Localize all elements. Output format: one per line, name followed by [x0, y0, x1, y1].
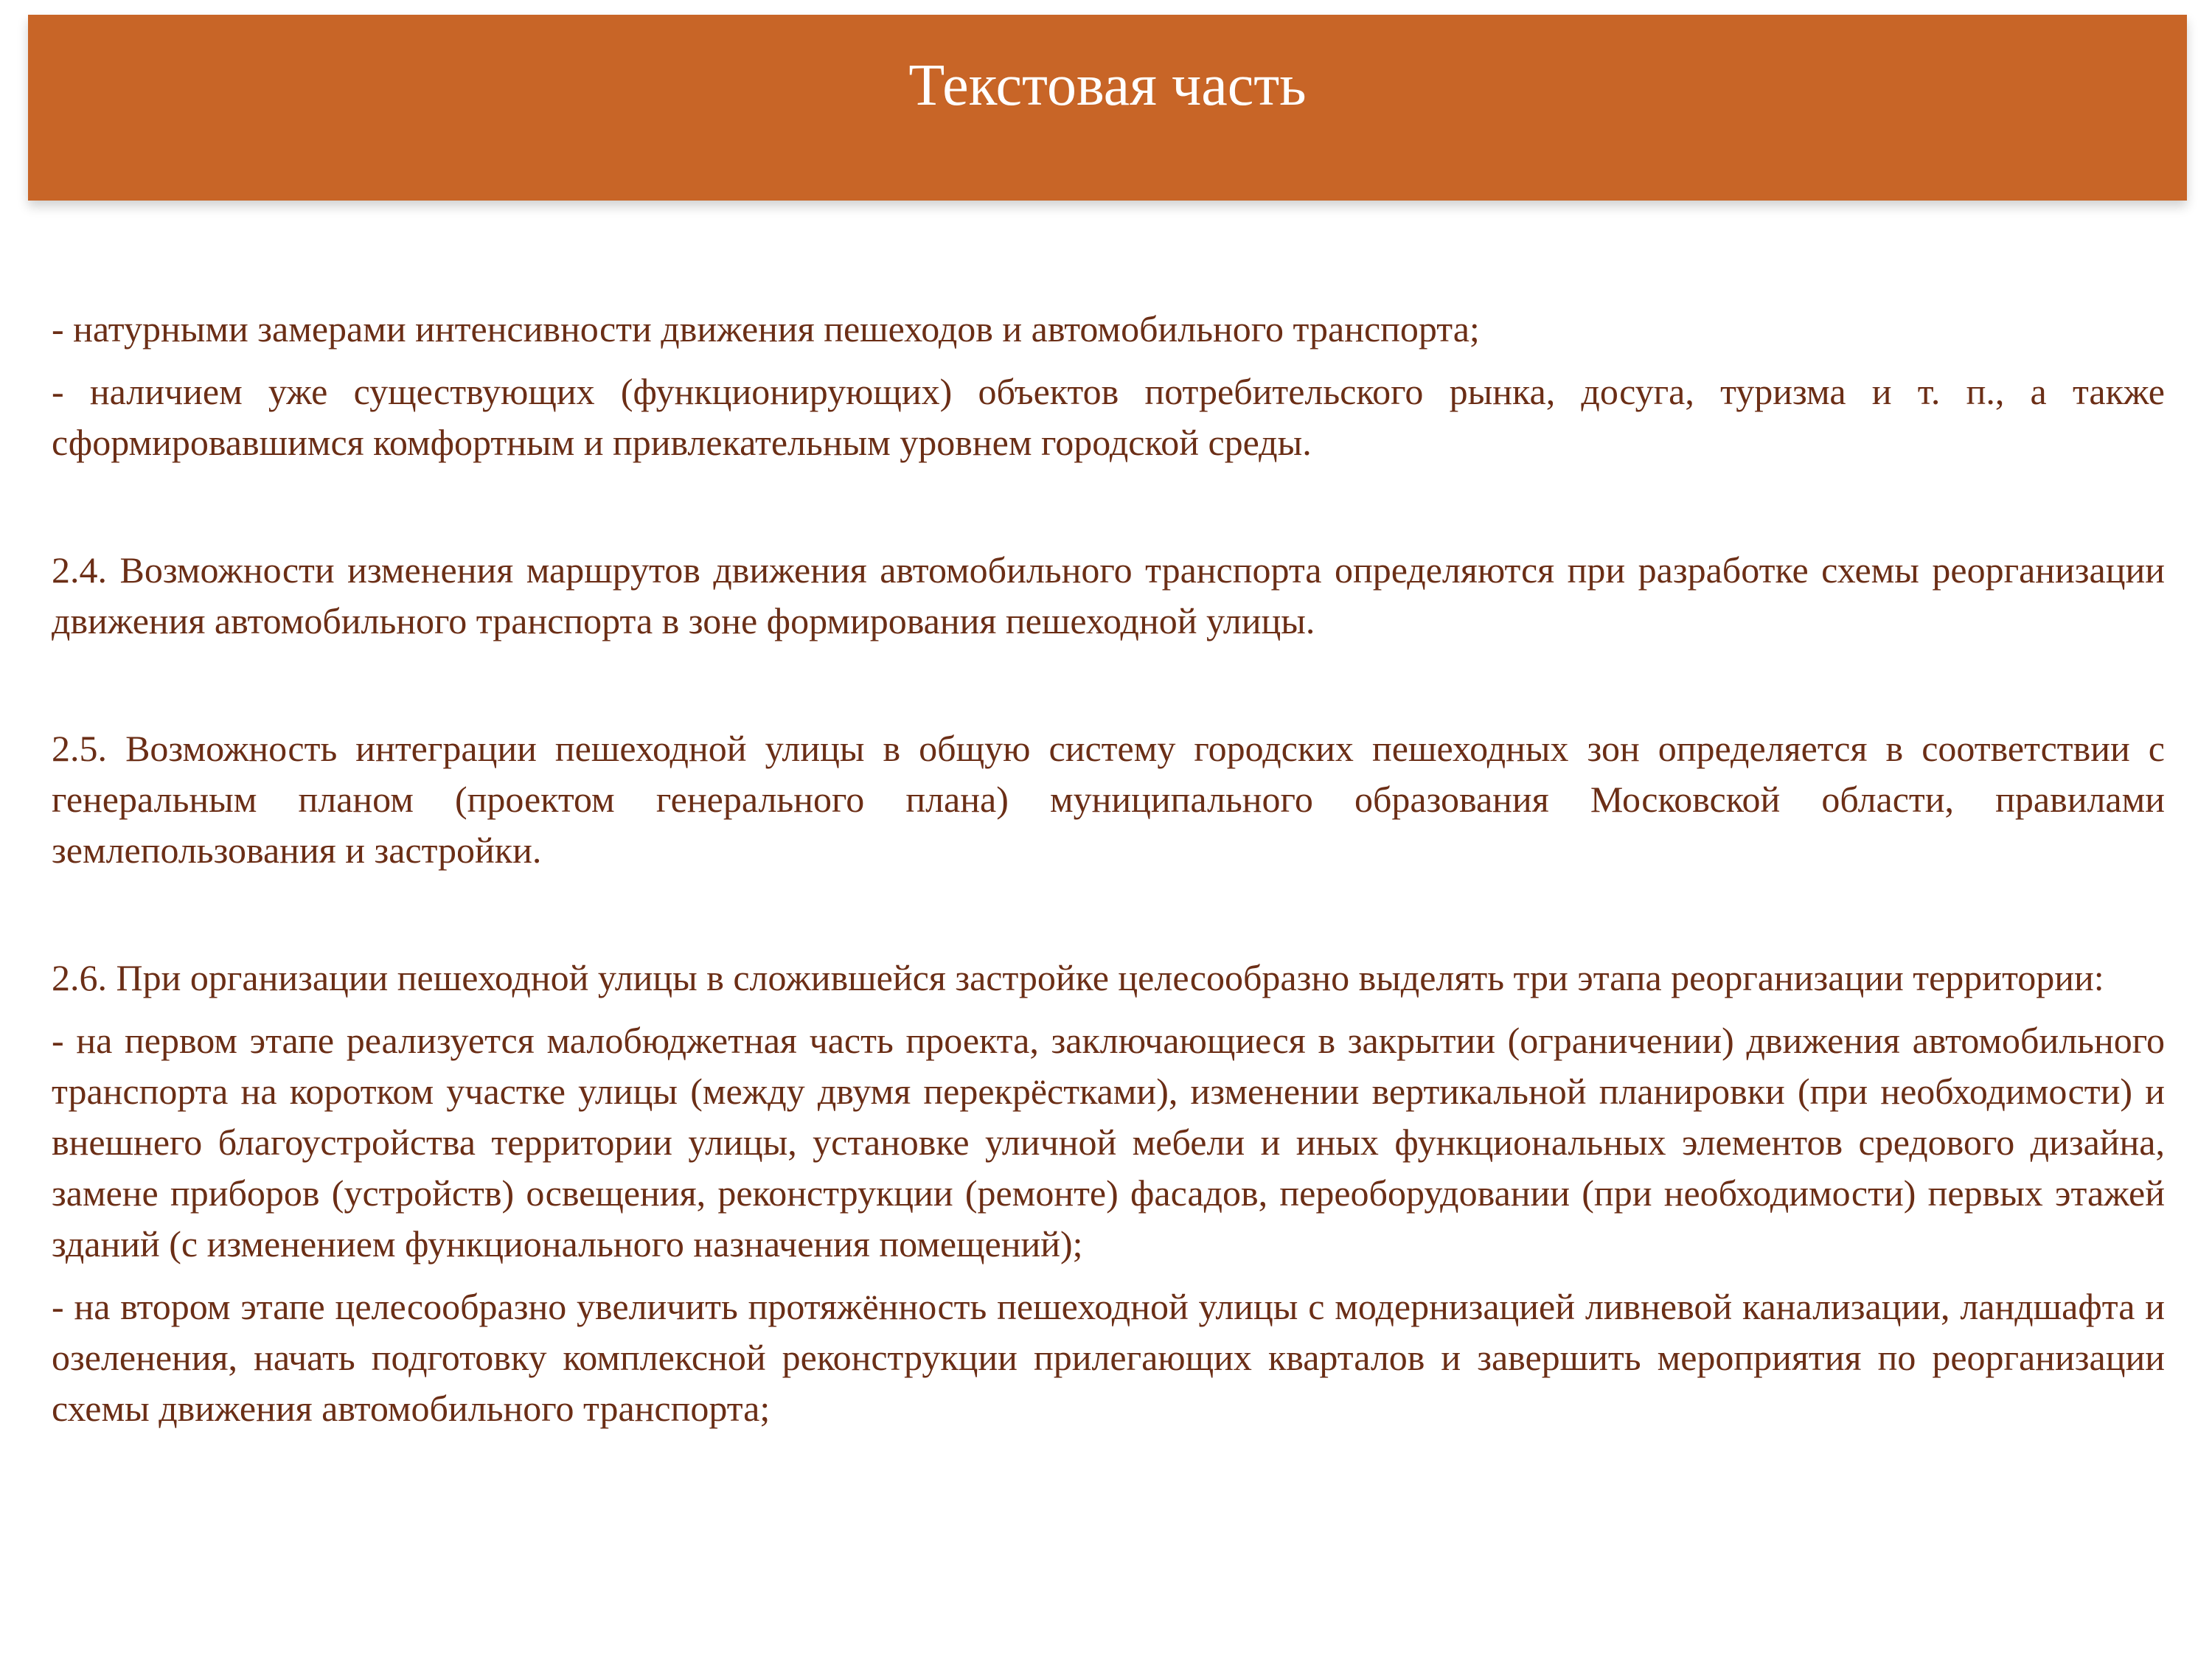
paragraph-existing-objects: - наличием уже существующих (функционирующих) объектов потребительского рынка, досуга, туризма и т. п., а также сформировавшимся комфортным и привлекательным уровнем городской среды. [52, 371, 2165, 463]
paragraph-stage-two: - на втором этапе целесообразно увеличить протяжённость пешеходной улицы с модернизацией ливневой канализации, ландшафта и озеленения, начать подготовку комплексной реконструкции прилегающих кварталов и завершить мероприятия по реорганизации схемы движения автомобильного транспорта; [52, 1286, 2165, 1429]
slide-title: Текстовая часть [908, 53, 1307, 118]
paragraph-stage-one: - на первом этапе реализуется малобюджетная часть проекта, заключающиеся в закрытии (ограничении) движения автомобильного транспорта на коротком участке улицы (между двумя перекрёстками), изменении вертикальной планировки (при необходимости) и внешнего благоустройства территории улицы, установке уличной мебели и иных функциональных элементов средового дизайна, замене приборов (устройств) освещения, реконструкции (ремонте) фасадов, переоборудовании (при необходимости) первых этажей зданий (с изменением функционального назначения помещений); [52, 1020, 2165, 1265]
paragraph-2-6: 2.6. При организации пешеходной улицы в сложившейся застройке целесообразно выделять три этапа реорганизации территории: [52, 957, 2104, 998]
paragraph-2-5: 2.5. Возможность интеграции пешеходной улицы в общую систему городских пешеходных зон определяется в соответствии с генеральным планом (проектом генерального плана) муниципального образования Московской области, правилами землепользования и застройки. [52, 728, 2165, 871]
title-bar [28, 15, 2187, 201]
paragraph-pedestrian-measurements: - натурными замерами интенсивности движения пешеходов и автомобильного транспорта; [52, 308, 1480, 349]
paragraph-2-4: 2.4. Возможности изменения маршрутов движения автомобильного транспорта определяются при разработке схемы реорганизации движения автомобильного транспорта в зоне формирования пешеходной улицы. [52, 549, 2165, 641]
slide-body [52, 304, 2165, 1434]
